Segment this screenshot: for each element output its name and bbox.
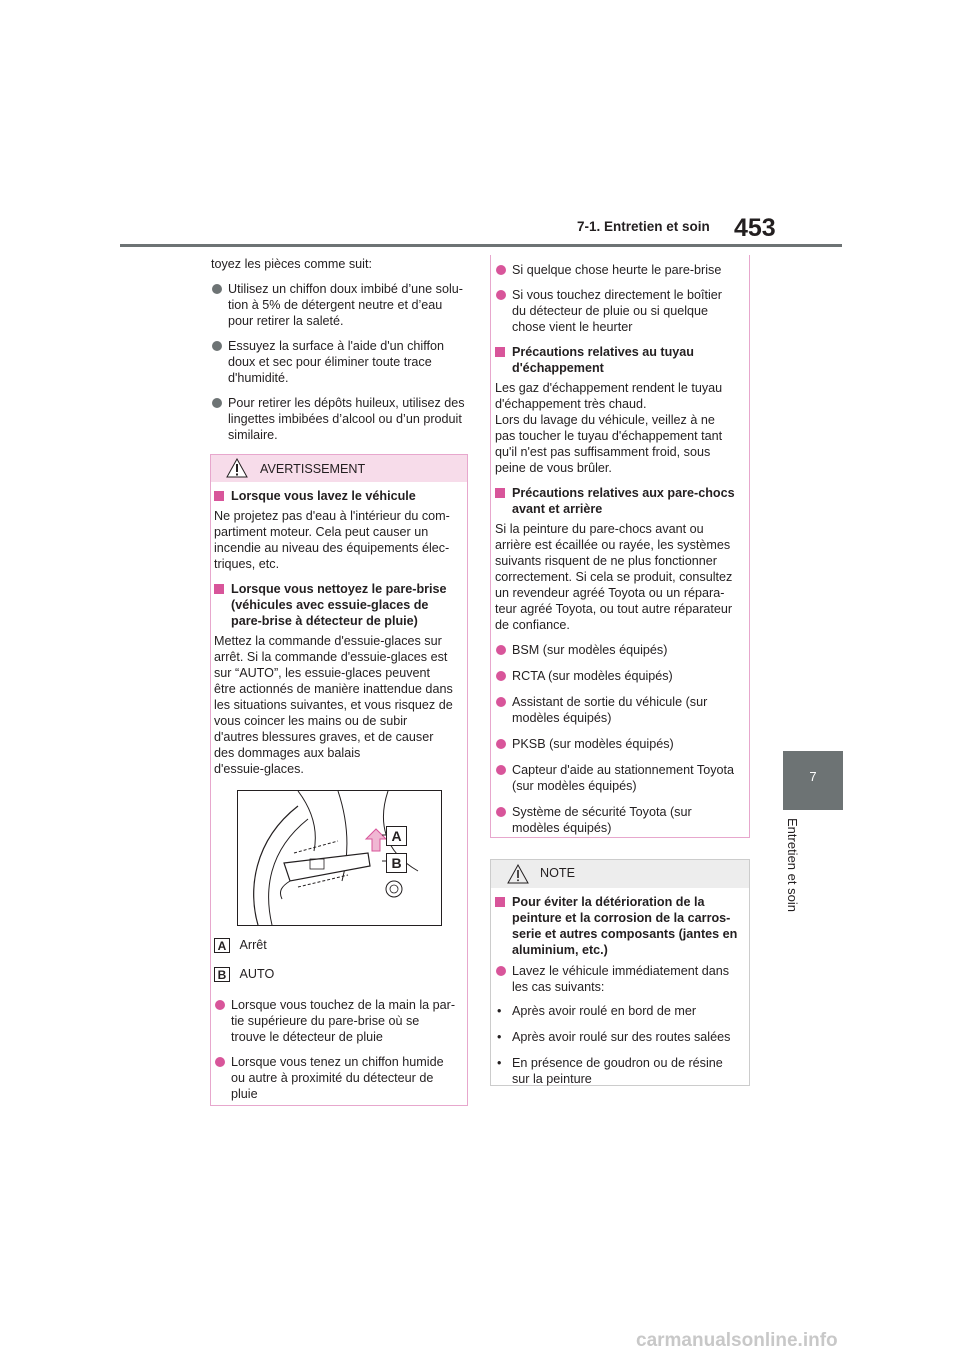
list-item: Capteur d'aide au stationnement Toyota (sur modèles équipés) xyxy=(495,762,745,794)
list-item: Assistant de sortie du véhicule (sur modèles équipés) xyxy=(495,694,745,726)
legend-a-box: A xyxy=(214,938,230,953)
note-header xyxy=(491,860,749,888)
note-content xyxy=(495,894,745,1087)
legend-b-box: B xyxy=(214,967,230,982)
chapter-label: Entretien et soin xyxy=(785,818,800,912)
legend-b xyxy=(214,966,274,982)
warning-heading-windshield: Lorsque vous nettoyez le pare-brise (véhicules avec essuie-glaces de pare-brise à détecteur de pluie) xyxy=(214,581,464,629)
list-item: RCTA (sur modèles équipés) xyxy=(495,668,745,684)
list-item: • Après avoir roulé sur des routes salées xyxy=(495,1029,745,1045)
left-column xyxy=(211,256,471,443)
caution-icon xyxy=(507,864,529,884)
figure-label-a: A xyxy=(386,826,407,846)
list-item: Pour retirer les dépôts huileux, utilisez des lingettes imbibées d’alcool ou d’un produit similaire. xyxy=(211,395,471,443)
list-item: • Après avoir roulé en bord de mer xyxy=(495,1003,745,1019)
figure-label-b: B xyxy=(386,853,407,873)
list-item: BSM (sur modèles équipés) xyxy=(495,642,745,658)
note-heading: Pour éviter la détérioration de la peinture et la corrosion de la carros- serie et autres composants (jantes en aluminium, etc.) xyxy=(495,894,745,958)
list-item: Lorsque vous tenez un chiffon humide ou autre à proximité du détecteur de pluie xyxy=(214,1054,464,1102)
intro-text: toyez les pièces comme suit: xyxy=(211,257,372,271)
list-item: Lavez le véhicule immédiatement dans les cas suivants: xyxy=(495,963,745,995)
list-item: Si vous touchez directement le boîtier du détecteur de pluie ou si quelque chose vient le heurter xyxy=(495,287,745,335)
list-item: Utilisez un chiffon doux imbibé d’une solu- tion à 5% de détergent neutre et d’eau pour retirer la saleté. xyxy=(211,281,471,329)
warning-bullets xyxy=(214,997,464,1102)
header-rule xyxy=(120,244,842,247)
warning-paragraph: Ne projetez pas d'eau à l'intérieur du com- partiment moteur. Cela peut causer un incendie au niveau des équipements élec- triques, etc. xyxy=(214,509,450,571)
right-column xyxy=(495,262,745,836)
page-number: 453 xyxy=(734,214,776,242)
heading-bumpers: Précautions relatives aux pare-chocs avant et arrière xyxy=(495,485,745,517)
watermark: carmanualsonline.info xyxy=(636,1330,838,1351)
section-title: 7-1. Entretien et soin xyxy=(577,219,710,234)
warning-icon xyxy=(226,458,248,478)
legend-b-text: AUTO xyxy=(239,967,275,981)
heading-exhaust: Précautions relatives au tuyau d'échappement xyxy=(495,344,745,376)
list-item: • En présence de goudron ou de résine sur la peinture xyxy=(495,1055,745,1087)
warning-content xyxy=(214,488,464,777)
list-item: Système de sécurité Toyota (sur modèles équipés) xyxy=(495,804,745,836)
warning-heading-wash: Lorsque vous lavez le véhicule xyxy=(214,488,464,504)
list-item: Essuyez la surface à l'aide d'un chiffon doux et sec pour éliminer toute trace d'humidité. xyxy=(211,338,471,386)
paragraph-bumpers: Si la peinture du pare-chocs avant ou arrière est écaillée ou rayée, les systèmes suivants risquent de ne plus fonctionner correctement. Si cela se produit, consultez un revendeur agréé Toyota ou un répara- teur agréé Toyota, ou tout autre réparateur de confiance. xyxy=(495,522,733,632)
legend-a-text: Arrêt xyxy=(239,938,267,952)
paragraph-exhaust: Les gaz d'échappement rendent le tuyau d'échappement très chaud. Lors du lavage du véhicule, veillez à ne pas toucher le tuyau d'échappement tant qu'il n'est pas suffisamment froid, sous peine de vous brûler. xyxy=(495,381,723,475)
chapter-number: 7 xyxy=(809,769,817,784)
list-item: Si quelque chose heurte le pare-brise xyxy=(495,262,745,278)
warning-title: AVERTISSEMENT xyxy=(260,462,366,476)
note-title: NOTE xyxy=(540,866,575,880)
wiper-stalk-drawing xyxy=(238,791,441,925)
list-item: PKSB (sur modèles équipés) xyxy=(495,736,745,752)
legend-a xyxy=(214,937,267,953)
wiper-stalk-illustration xyxy=(237,790,442,926)
warning-paragraph: Mettez la commande d'essuie-glaces sur arrêt. Si la commande d'essuie-glaces est sur “AUTO”, les essuie-glaces peuvent être actionnés de manière inattendue dans les situations suivantes, et vous risquez de vous coincer les mains ou de subir d'autres blessures graves, et de causer des dommages aux balais d'essuie-glaces. xyxy=(214,634,453,776)
list-item: Lorsque vous touchez de la main la par- tie supérieure du pare-brise où se trouve le détecteur de pluie xyxy=(214,997,464,1045)
